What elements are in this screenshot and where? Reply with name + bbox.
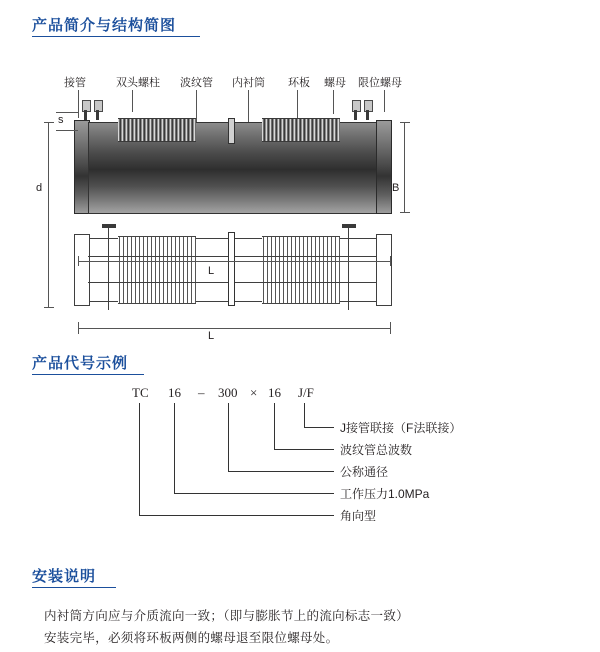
dim-label-b: B — [392, 182, 400, 194]
code-line-waves — [274, 403, 275, 449]
code-token-300: 300 — [218, 385, 238, 400]
structure-diagram — [0, 60, 600, 320]
left-flange-bottom-view — [74, 234, 90, 306]
dim-label-d: d — [36, 182, 43, 194]
section-title-code: 产品代号示例 — [32, 355, 129, 372]
code-token-jf: J/F — [298, 385, 314, 400]
tie-rod-nut-right — [342, 224, 356, 228]
bellows-left — [118, 118, 196, 142]
ring-plate-bottom — [228, 232, 235, 306]
callout-label-jieguan: 接管 — [64, 77, 86, 89]
tie-rod-right — [348, 226, 349, 310]
code-token-times: × — [250, 385, 258, 400]
install-note-line-1: 内衬筒方向应与介质流向一致；（即与膨胀节上的流向标志一致） — [44, 609, 409, 623]
lead-line-2 — [132, 90, 133, 112]
dim-s-tick-top — [56, 112, 78, 113]
section-title-intro-underline — [32, 36, 200, 37]
code-tail-joint — [304, 427, 334, 428]
dim-l-baseline-tick-right — [390, 322, 391, 334]
stud-shank-left-2 — [96, 110, 99, 120]
dim-b-tick-bottom — [400, 212, 410, 213]
code-line-dn — [228, 403, 229, 471]
dim-b-line — [404, 122, 405, 212]
dim-l-tick-right — [390, 256, 391, 266]
code-token-tc: TC — [132, 385, 149, 400]
code-desc-joint: J接管联接（F法联接） — [340, 421, 462, 435]
dim-label-l: L — [208, 265, 215, 277]
code-line-joint — [304, 403, 305, 427]
tie-rod-nut-left — [102, 224, 116, 228]
dim-d-tick-top — [44, 122, 54, 123]
dim-l-line — [78, 261, 390, 262]
product-code-example — [0, 375, 600, 535]
code-token-16-waves: 16 — [268, 385, 281, 400]
lead-line-7 — [384, 90, 385, 112]
tie-rod-left — [108, 226, 109, 310]
lead-line-1 — [78, 90, 79, 118]
callout-label-xianweiluomu: 限位螺母 — [358, 77, 402, 89]
dim-d-line — [48, 122, 49, 307]
code-tail-waves — [274, 449, 334, 450]
dim-label-s: s — [58, 114, 64, 126]
callout-label-neichentong: 内衬筒 — [232, 77, 265, 89]
right-flange-top-view — [376, 120, 392, 214]
code-desc-type: 角向型 — [340, 509, 377, 523]
bellows-right-bottom — [262, 236, 340, 304]
right-flange-bottom-view — [376, 234, 392, 306]
dim-d-tick-bottom — [44, 307, 54, 308]
code-tail-tc — [139, 515, 334, 516]
bellows-left-bottom — [118, 236, 196, 304]
code-desc-pressure: 工作压力1.0MPa — [340, 487, 430, 501]
code-line-tc — [139, 403, 140, 515]
code-token-16-pressure: 16 — [168, 385, 181, 400]
callout-label-huanban: 环板 — [288, 77, 310, 89]
code-line-pressure — [174, 403, 175, 493]
stud-shank-right — [354, 110, 357, 120]
dim-label-l-bottom: L — [208, 330, 215, 342]
stud-shank-left — [84, 110, 87, 120]
code-tail-pressure — [174, 493, 334, 494]
callout-label-shuangtoiluozhu: 双头螺柱 — [116, 77, 160, 89]
callout-label-luomu: 螺母 — [324, 77, 346, 89]
code-token-dash: – — [198, 385, 205, 400]
stud-shank-right-2 — [366, 110, 369, 120]
bellows-right — [262, 118, 340, 142]
section-title-intro: 产品简介与结构简图 — [32, 17, 177, 34]
code-tail-dn — [228, 471, 334, 472]
section-title-install-underline — [32, 587, 116, 588]
dim-s-tick-bottom — [56, 130, 78, 131]
dim-b-tick-top — [400, 122, 410, 123]
code-desc-dn: 公称通径 — [340, 465, 389, 479]
ring-plate-top — [228, 118, 235, 144]
dim-l-baseline-tick-left — [78, 322, 79, 334]
lead-line-6 — [333, 90, 334, 114]
callout-label-bowenguan: 波纹管 — [180, 77, 213, 89]
install-note-line-2: 安装完毕，必须将环板两侧的螺母退至限位螺母处。 — [44, 631, 339, 645]
code-desc-waves: 波纹管总波数 — [340, 443, 413, 457]
dim-l-baseline — [78, 328, 390, 329]
section-title-install: 安装说明 — [32, 568, 97, 585]
dim-l-tick-left — [78, 256, 79, 266]
